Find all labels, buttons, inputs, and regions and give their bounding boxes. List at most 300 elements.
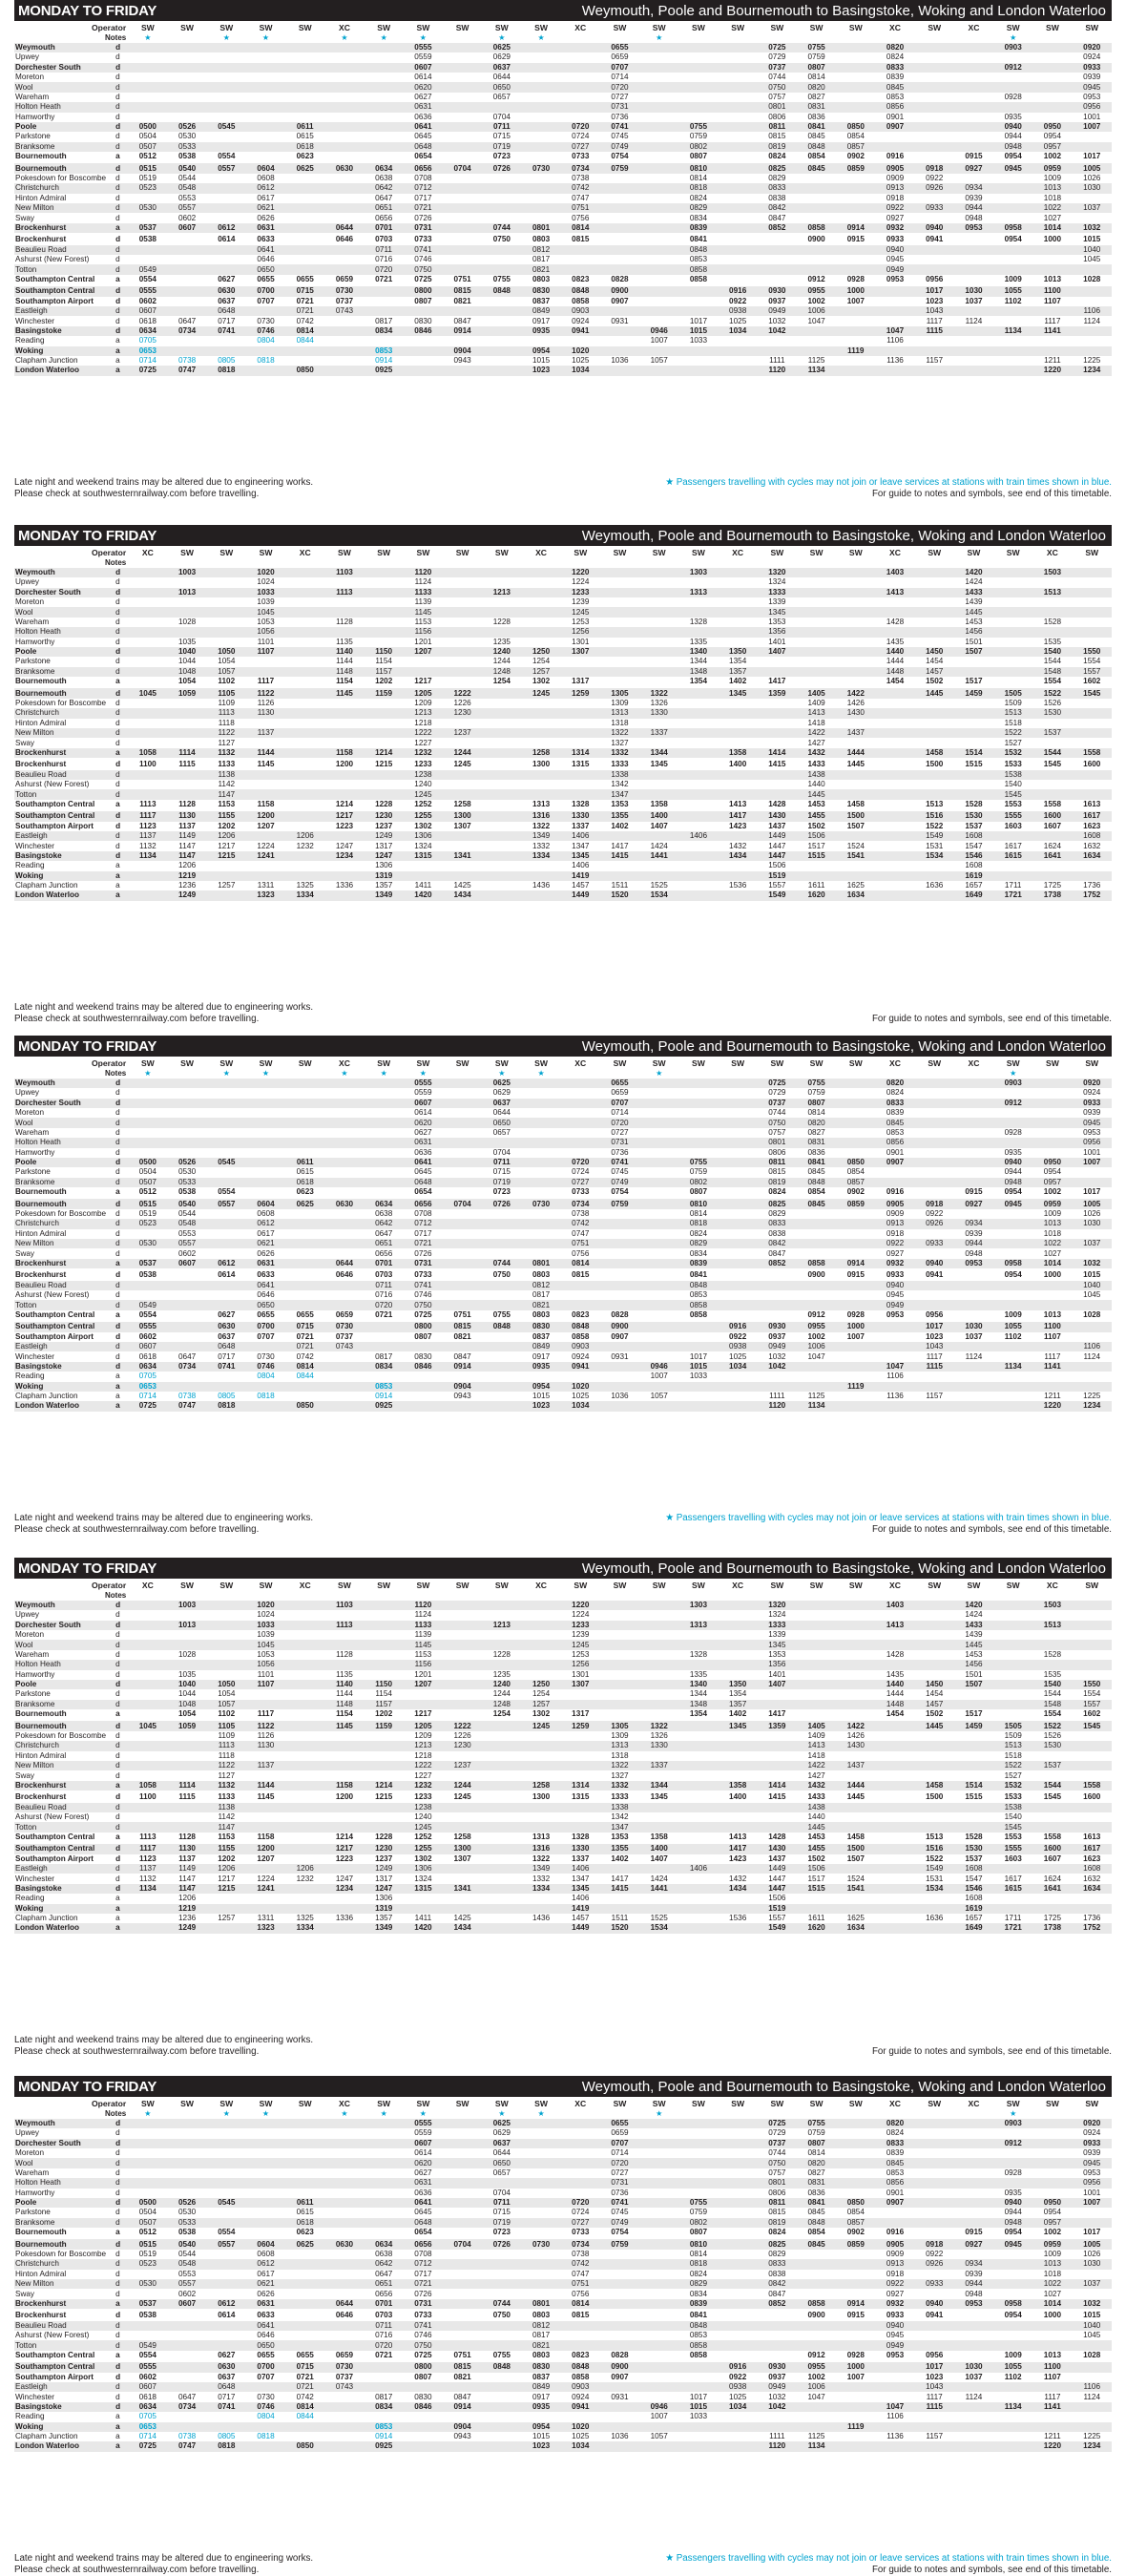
train-time — [521, 1128, 560, 1138]
train-time: 0707 — [600, 2139, 639, 2148]
train-time: 0530 — [177, 132, 197, 141]
train-time: 1134 — [128, 1884, 167, 1894]
train-time — [365, 738, 404, 747]
train-time — [875, 1342, 914, 1351]
train-time: 1600 — [1032, 810, 1072, 821]
train-time: 1045 — [1083, 1290, 1101, 1300]
station-row — [14, 1709, 1112, 1720]
train-time: 0614 — [207, 2310, 246, 2320]
train-time — [600, 1630, 639, 1640]
station-name: Upwey — [15, 52, 40, 62]
train-time: 1227 — [414, 738, 432, 747]
train-time — [128, 699, 167, 708]
train-time: 1350 — [719, 1680, 758, 1689]
train-time — [404, 1894, 443, 1903]
arr-dep-marker: d — [115, 708, 128, 718]
train-time: 0927 — [954, 2238, 993, 2249]
train-time: 0634 — [365, 1198, 404, 1208]
train-time: 0935 — [521, 326, 560, 336]
train-time — [758, 1761, 797, 1770]
train-time: 1005 — [1073, 162, 1113, 173]
train-time — [285, 1791, 324, 1802]
train-time: 0637 — [482, 1099, 521, 1108]
train-time — [639, 770, 678, 780]
train-time: 1632 — [1083, 841, 1101, 850]
train-time — [719, 1761, 758, 1770]
train-time — [285, 1088, 324, 1098]
train-time — [1032, 52, 1072, 62]
train-time — [482, 1720, 521, 1730]
train-time — [521, 1923, 560, 1933]
train-time — [324, 1761, 364, 1770]
train-time: 0559 — [414, 52, 432, 62]
train-time: 0725 — [758, 1079, 797, 1088]
arr-dep-marker: d — [115, 63, 128, 73]
train-time: 0530 — [177, 2208, 197, 2217]
train-time — [993, 213, 1032, 222]
train-time — [639, 2148, 678, 2158]
train-time: 1007 — [650, 336, 668, 346]
train-time: 1534 — [915, 1884, 954, 1894]
train-time — [915, 1640, 954, 1649]
operator-code: XC — [968, 1058, 980, 1069]
operator-code: XC — [299, 1581, 311, 1591]
train-time: 0853 — [689, 2331, 708, 2340]
train-time: 0707 — [600, 1099, 639, 1108]
train-time — [836, 316, 875, 325]
train-time — [324, 1610, 364, 1620]
station-row — [14, 1332, 1112, 1342]
station-row — [14, 2128, 1112, 2138]
train-time — [1032, 2168, 1072, 2178]
train-time: 0747 — [167, 2441, 206, 2451]
train-time — [639, 113, 678, 122]
train-time — [285, 1741, 324, 1750]
train-time — [915, 2441, 954, 2451]
station-name: Bournemouth — [15, 152, 67, 161]
train-time: 1657 — [965, 1914, 983, 1923]
train-time — [1073, 1321, 1113, 1331]
train-time: 0637 — [218, 1331, 236, 1341]
train-time — [246, 789, 285, 799]
train-time: 0612 — [207, 2299, 246, 2310]
train-time: 1032 — [1073, 2299, 1113, 2310]
day-title: MONDAY TO FRIDAY — [18, 528, 157, 544]
train-time — [1073, 2412, 1113, 2421]
train-time — [521, 122, 560, 132]
train-time — [521, 1650, 560, 1660]
train-time — [443, 2218, 482, 2228]
train-time: 1144 — [246, 1781, 285, 1791]
operator-code: XC — [574, 23, 587, 33]
train-time: 1306 — [404, 1864, 443, 1874]
train-time: 1424 — [650, 841, 668, 850]
train-time: 0705 — [138, 1372, 156, 1381]
train-time: 1322 — [532, 1853, 551, 1863]
train-time — [875, 748, 914, 759]
train-time: 1000 — [836, 2361, 875, 2372]
train-time — [207, 2178, 246, 2188]
train-time — [875, 890, 914, 900]
train-time: 1600 — [1032, 1843, 1072, 1853]
train-time — [836, 1812, 875, 1822]
train-time: 0824 — [768, 152, 786, 161]
train-time — [639, 1229, 678, 1239]
train-time: 0940 — [875, 2321, 914, 2331]
footer-cycle-note: ★ Passengers travelling with cycles may not join or leave services at stations with train times shown in blue. — [665, 1513, 1112, 1523]
train-time: 0935 — [521, 2402, 560, 2412]
train-time: 0914 — [375, 2432, 393, 2441]
train-time: 1033 — [246, 1621, 285, 1630]
train-time — [797, 627, 836, 637]
station-name: Hinton Admiral — [15, 193, 67, 202]
train-time — [521, 780, 560, 789]
train-time — [482, 1281, 521, 1290]
train-time — [954, 789, 993, 799]
train-time: 1538 — [993, 770, 1032, 780]
train-time: 1447 — [768, 1874, 786, 1883]
train-time — [600, 2310, 639, 2320]
train-time — [207, 264, 246, 274]
train-time — [719, 82, 758, 92]
arr-dep-marker: d — [115, 738, 120, 747]
train-time: 0750 — [758, 2158, 797, 2168]
train-time — [482, 1660, 521, 1669]
train-time: 0553 — [177, 193, 197, 202]
train-time — [443, 2412, 482, 2421]
train-time — [167, 627, 206, 637]
train-time: 0625 — [285, 162, 324, 173]
train-time: 0747 — [572, 2269, 590, 2278]
train-time — [1032, 245, 1072, 255]
station-name: Branksome — [14, 1700, 115, 1709]
train-time — [285, 203, 324, 213]
train-time — [719, 789, 758, 799]
operator-label: Operator — [91, 1581, 127, 1591]
train-time — [128, 1630, 167, 1640]
train-time: 1054 — [218, 657, 236, 666]
train-time — [324, 245, 364, 255]
arr-dep-marker: d — [115, 2250, 120, 2259]
train-time — [1073, 2422, 1113, 2432]
train-time: 0741 — [404, 245, 443, 255]
train-time — [521, 1178, 560, 1187]
train-time — [836, 1239, 875, 1248]
footer-website-note: Please check at southwesternrailway.com before travelling. — [14, 1524, 260, 1535]
train-time — [678, 1761, 718, 1770]
train-time: 1335 — [689, 637, 708, 646]
operator-code: SW — [731, 23, 745, 33]
train-time: 1434 — [443, 890, 482, 900]
train-time — [521, 1079, 560, 1088]
train-time: 1328 — [689, 617, 708, 626]
train-time: 0537 — [128, 223, 167, 234]
train-time — [207, 2168, 246, 2178]
train-time: 1414 — [758, 748, 797, 759]
station-name: Eastleigh — [14, 306, 115, 316]
train-time — [954, 1300, 993, 1309]
train-time: 0611 — [285, 2198, 324, 2208]
train-time: 0557 — [167, 2279, 206, 2289]
train-time — [1073, 1229, 1113, 1239]
train-time — [128, 577, 167, 587]
train-time — [482, 1874, 521, 1883]
train-time — [954, 2189, 993, 2198]
train-time: 0630 — [207, 2361, 246, 2372]
train-time — [678, 1138, 718, 1147]
train-time: 1056 — [246, 1660, 285, 1669]
train-time — [443, 1088, 482, 1098]
station-row — [14, 316, 1112, 325]
train-time — [639, 102, 678, 112]
train-time — [128, 1610, 167, 1620]
train-time: 1035 — [177, 1669, 197, 1679]
train-time: 0815 — [768, 132, 786, 141]
train-time — [915, 2321, 954, 2331]
train-time: 0557 — [207, 162, 246, 173]
train-time: 1423 — [729, 1853, 747, 1863]
train-time — [993, 2441, 1032, 2451]
train-time — [365, 607, 404, 617]
train-time: 1500 — [915, 1791, 954, 1802]
operator-code: SW — [1085, 1058, 1099, 1069]
train-time — [285, 1209, 324, 1219]
train-time: 0803 — [532, 1309, 551, 1319]
train-time: 1018 — [1043, 193, 1061, 202]
train-time — [639, 789, 678, 799]
train-time — [443, 618, 482, 627]
train-time: 0833 — [758, 2259, 797, 2269]
train-time: 0742 — [561, 183, 600, 193]
train-time: 0700 — [246, 1321, 285, 1331]
train-time — [836, 63, 875, 73]
station-row — [14, 657, 1112, 666]
train-time — [678, 1128, 718, 1138]
train-time — [600, 1610, 639, 1620]
train-time: 1324 — [768, 1610, 786, 1620]
train-time: 1137 — [178, 821, 196, 830]
train-time: 0815 — [443, 285, 482, 296]
train-time: 0630 — [324, 2238, 364, 2249]
train-time — [719, 2279, 758, 2289]
operator-code: SW — [494, 548, 509, 558]
train-time — [639, 2270, 678, 2279]
train-time — [719, 627, 758, 637]
train-time — [836, 719, 875, 728]
train-time: 0707 — [257, 296, 275, 305]
operator-code: SW — [259, 1581, 273, 1591]
train-time — [600, 1219, 639, 1228]
train-time: 1045 — [1083, 2331, 1101, 2340]
train-time: 0653 — [128, 1382, 167, 1392]
train-time — [443, 203, 482, 213]
train-time: 1311 — [257, 1914, 275, 1923]
train-time: 1153 — [414, 1649, 432, 1659]
train-time — [678, 2148, 718, 2158]
arr-dep-marker: d — [115, 1178, 128, 1187]
train-time: 1020 — [561, 346, 600, 356]
train-time — [954, 2412, 993, 2421]
train-time — [365, 2361, 404, 2372]
train-time: 1506 — [797, 1864, 836, 1874]
station-row — [14, 1843, 1112, 1853]
train-time — [915, 1770, 954, 1780]
train-time: 0742 — [561, 2259, 600, 2269]
train-time: 1322 — [600, 1761, 639, 1770]
train-time: 0647 — [375, 2269, 393, 2278]
train-time: 1232 — [296, 841, 314, 850]
train-time — [482, 2270, 521, 2279]
station-row — [14, 810, 1112, 821]
arr-dep-marker: d — [115, 1649, 120, 1659]
train-time — [875, 346, 914, 356]
train-time — [954, 113, 993, 122]
operator-code: SW — [494, 1581, 509, 1591]
train-time — [167, 1310, 206, 1321]
train-time: 1249 — [365, 1864, 404, 1874]
station-row — [14, 667, 1112, 677]
train-time — [246, 667, 285, 677]
train-time: 0755 — [492, 1309, 511, 1319]
train-time: 0646 — [324, 1269, 364, 1280]
train-time: 1459 — [954, 687, 993, 698]
train-time: 0634 — [128, 326, 167, 336]
train-time: 0818 — [257, 2432, 275, 2441]
train-time — [324, 1640, 364, 1649]
train-time: 1503 — [1032, 568, 1072, 577]
train-time — [167, 52, 206, 62]
cycle-note-icon — [404, 557, 443, 567]
train-time — [639, 1709, 678, 1720]
train-time: 0750 — [404, 2340, 443, 2350]
train-time: 0644 — [492, 73, 511, 82]
train-time — [128, 1689, 167, 1699]
train-time — [521, 2250, 560, 2259]
train-time — [639, 2208, 678, 2217]
train-time: 1157 — [926, 1392, 944, 1401]
train-time: 1017 — [1083, 2228, 1101, 2237]
train-time: 0750 — [482, 2310, 521, 2320]
train-time — [678, 1812, 718, 1822]
train-time — [404, 1689, 443, 1699]
train-time — [1073, 1167, 1113, 1177]
train-time: 0704 — [443, 2238, 482, 2249]
train-time: 0807 — [414, 296, 432, 305]
train-time — [836, 1248, 875, 1258]
train-time — [993, 1401, 1032, 1411]
train-time — [915, 102, 954, 112]
train-time — [246, 780, 285, 789]
train-time — [954, 2441, 993, 2451]
train-time — [639, 366, 678, 375]
train-time: 1501 — [965, 1669, 983, 1679]
train-time — [836, 356, 875, 366]
train-time — [600, 1269, 639, 1280]
train-time: 1045 — [128, 687, 167, 698]
train-time: 0644 — [324, 2299, 364, 2310]
train-time: 0819 — [758, 1178, 797, 1187]
train-time: 0922 — [729, 1331, 747, 1341]
train-time: 1223 — [335, 1853, 354, 1863]
station-row — [14, 203, 1112, 213]
train-time: 0933 — [875, 2310, 914, 2320]
train-time: 0914 — [443, 326, 482, 336]
train-time: 1356 — [758, 627, 797, 637]
train-time: 1033 — [246, 588, 285, 597]
train-time — [365, 577, 404, 587]
train-time — [915, 255, 954, 264]
operator-code: SW — [494, 2099, 509, 2109]
train-time — [521, 708, 560, 718]
train-time: 1738 — [1032, 1923, 1072, 1933]
train-time — [678, 2422, 718, 2432]
train-time: 1224 — [572, 1610, 590, 1620]
train-time — [954, 1689, 993, 1699]
station-name: Wareham — [15, 2168, 50, 2177]
train-time: 0905 — [875, 2238, 914, 2249]
cycle-note-icon — [836, 32, 875, 42]
train-time — [167, 2373, 206, 2382]
train-time: 0956 — [926, 1309, 944, 1319]
train-time: 0939 — [965, 1228, 983, 1238]
train-time — [521, 1660, 560, 1669]
train-time — [836, 2340, 875, 2350]
train-time: 0730 — [324, 1321, 364, 1331]
train-time — [443, 831, 482, 841]
train-time: 0602 — [138, 2372, 156, 2381]
train-time — [1032, 1904, 1072, 1914]
train-time: 0720 — [365, 1300, 404, 1309]
train-time — [128, 2158, 167, 2168]
train-time — [128, 1914, 167, 1923]
train-time — [207, 1088, 246, 1098]
train-time — [482, 346, 521, 356]
train-time — [285, 2259, 324, 2269]
cycle-note-icon — [365, 1590, 404, 1600]
train-time — [836, 1621, 875, 1630]
train-time: 0708 — [414, 2250, 432, 2259]
train-time — [167, 1300, 206, 1309]
train-time: 1503 — [1032, 1601, 1072, 1610]
train-time — [324, 356, 364, 366]
train-time — [1073, 728, 1113, 738]
train-time: 1132 — [207, 1781, 246, 1791]
train-time — [600, 2340, 639, 2350]
train-time — [600, 1290, 639, 1300]
train-time — [443, 132, 482, 141]
train-time — [836, 871, 875, 881]
train-time — [207, 203, 246, 213]
station-name: Moreton — [15, 2148, 45, 2158]
train-time — [207, 346, 246, 356]
train-time: 1220 — [561, 1601, 600, 1610]
train-time: 1106 — [1073, 1342, 1113, 1351]
train-time — [561, 336, 600, 346]
arr-dep-marker: d — [115, 2321, 128, 2331]
train-time — [719, 719, 758, 728]
train-time — [285, 2299, 324, 2310]
train-time — [285, 1731, 324, 1741]
train-time: 0833 — [875, 63, 914, 73]
train-time — [915, 52, 954, 62]
train-time: 1405 — [797, 1720, 836, 1730]
train-time — [836, 1904, 875, 1914]
train-time — [678, 113, 718, 122]
train-time: 1544 — [1032, 1781, 1072, 1791]
train-time: 1316 — [521, 1843, 560, 1853]
train-time — [797, 1300, 836, 1309]
train-time: 1445 — [954, 1640, 993, 1649]
